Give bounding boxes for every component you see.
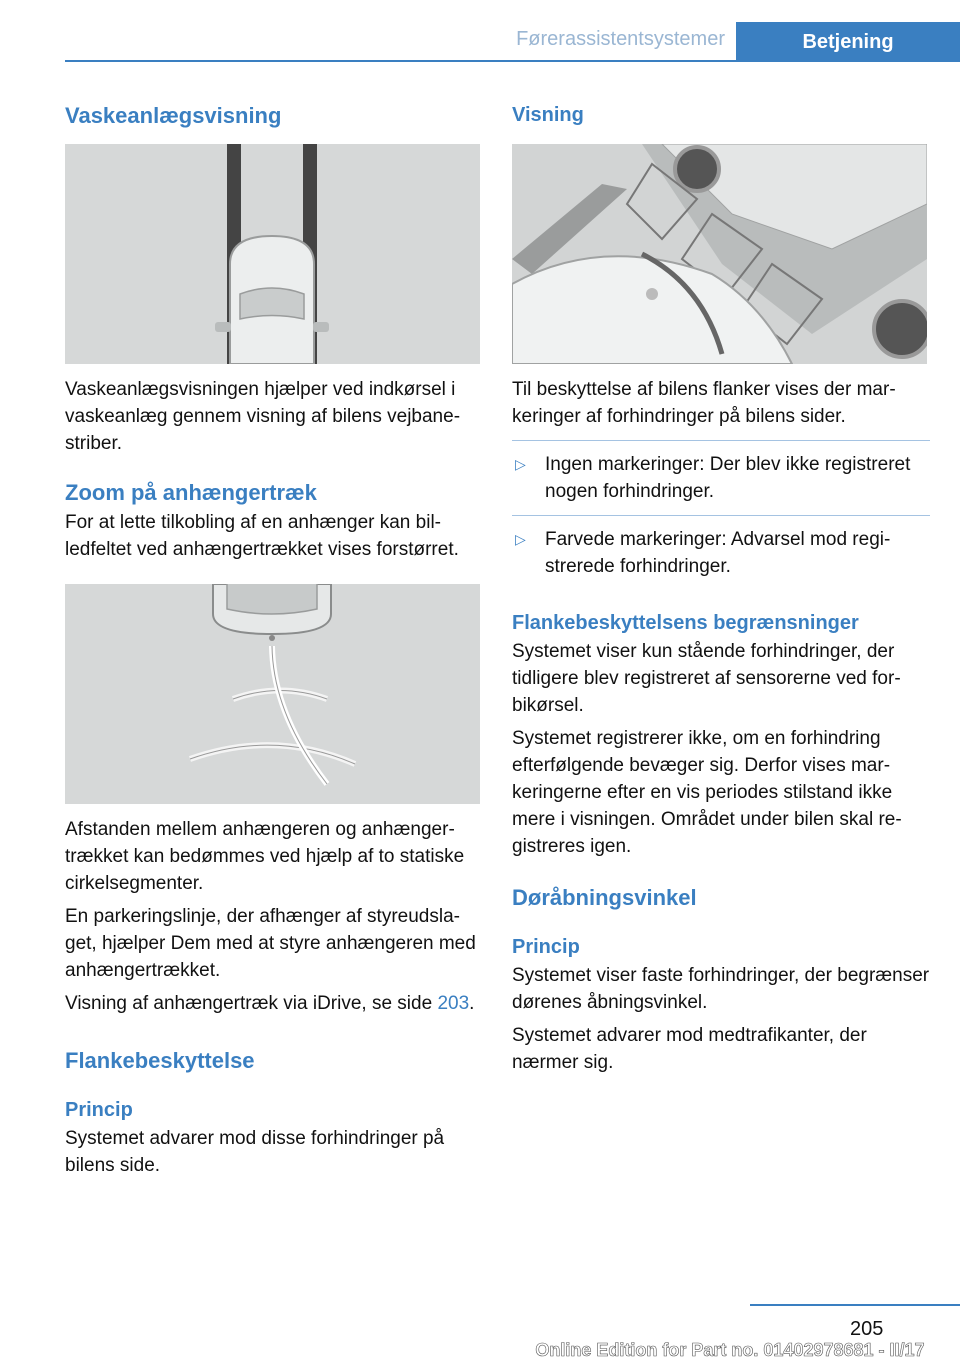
- paragraph-door-2: Systemet advarer mod medtrafikanter, der nærmer sig.: [512, 1025, 867, 1073]
- footer-edition: Online Edition for Part no. 01402978681 - II/17: [535, 1340, 925, 1360]
- page-number-rule: [750, 1304, 960, 1306]
- heading-door-angle: Døråbningsvinkel: [512, 885, 697, 910]
- running-header-tab: Betjening: [736, 22, 960, 62]
- list-rule-top: [512, 440, 930, 441]
- paragraph-parking-line: En parkeringslinje, der afhænger af styreudslaget, hjælper Dem med at styre anhængeren med anhængertrækket.: [65, 906, 476, 981]
- header-rule: [65, 60, 960, 62]
- heading-flank-protection: Flankebeskyttelse: [65, 1048, 255, 1073]
- list-rule: [512, 515, 930, 516]
- triangle-bullet-icon: ▷: [515, 456, 526, 472]
- paragraph-view-reference: [65, 990, 483, 1017]
- heading-wash-view: Vaskeanlægsvisning: [65, 103, 282, 128]
- page-number: 205: [850, 1318, 884, 1340]
- reference-end: .: [469, 993, 475, 1014]
- reference-text: Visning af anhængertræk via iDrive, se side: [65, 993, 438, 1014]
- heading-principle-right: Princip: [512, 936, 580, 958]
- figure-flank-view: [512, 144, 927, 364]
- paragraph-distance: Afstanden mellem anhængeren og anhængertrækket kan bedømmes ved hjælp af to statiske cirkelsegmenter.: [65, 819, 465, 894]
- figure-wash-view: [65, 144, 480, 364]
- triangle-bullet-icon: ▷: [515, 531, 526, 547]
- paragraph-limits-2: Systemet registrerer ikke, om en forhindring efterfølgende bevæger sig. Derfor vises markeringerne efter en vis periodes stilstand ikke mere i visningen. Området under bilen skal registreres igen.: [512, 728, 902, 857]
- list-item: [512, 451, 930, 505]
- heading-principle-left: Princip: [65, 1099, 133, 1121]
- running-header-section: Førerassistentsystemer: [516, 28, 725, 50]
- right-column: [512, 100, 930, 1076]
- paragraph-zoom-hitch: For at lette tilkobling af en anhænger kan billedfeltet ved anhængertrækket vises forstørret.: [65, 512, 459, 560]
- heading-visning: Visning: [512, 104, 584, 126]
- list-item-text: Farvede markeringer: Advarsel mod registrerede forhindringer.: [545, 529, 891, 577]
- left-column: [65, 100, 483, 1179]
- paragraph-door-1: Systemet viser faste forhindringer, der begrænser dørenes åbningsvinkel.: [512, 965, 930, 1013]
- heading-zoom-hitch: Zoom på anhængertræk: [65, 480, 317, 505]
- paragraph-flank-principle: Systemet advarer mod disse forhindringer på bilens side.: [65, 1128, 445, 1176]
- page-link-203[interactable]: 203: [437, 993, 470, 1014]
- figure-trailer-hitch: [65, 584, 480, 804]
- paragraph-wash-view: Vaskeanlægsvisningen hjælper ved indkørsel i vaskeanlæg gennem visning af bilens vejbanestriber.: [65, 379, 461, 454]
- paragraph-limits-1: Systemet viser kun stående forhindringer, der tidligere blev registreret af sensorerne ved forbikørsel.: [512, 641, 901, 716]
- paragraph-visning: Til beskyttelse af bilens flanker vises der markeringer af forhindringer på bilens sider.: [512, 379, 896, 427]
- heading-flank-limits: Flankebeskyttelsens begrænsninger: [512, 612, 859, 634]
- list-item: [512, 526, 930, 580]
- list-item-text: Ingen markeringer: Der blev ikke registreret nogen forhindringer.: [545, 454, 911, 502]
- marking-list: [512, 451, 930, 580]
